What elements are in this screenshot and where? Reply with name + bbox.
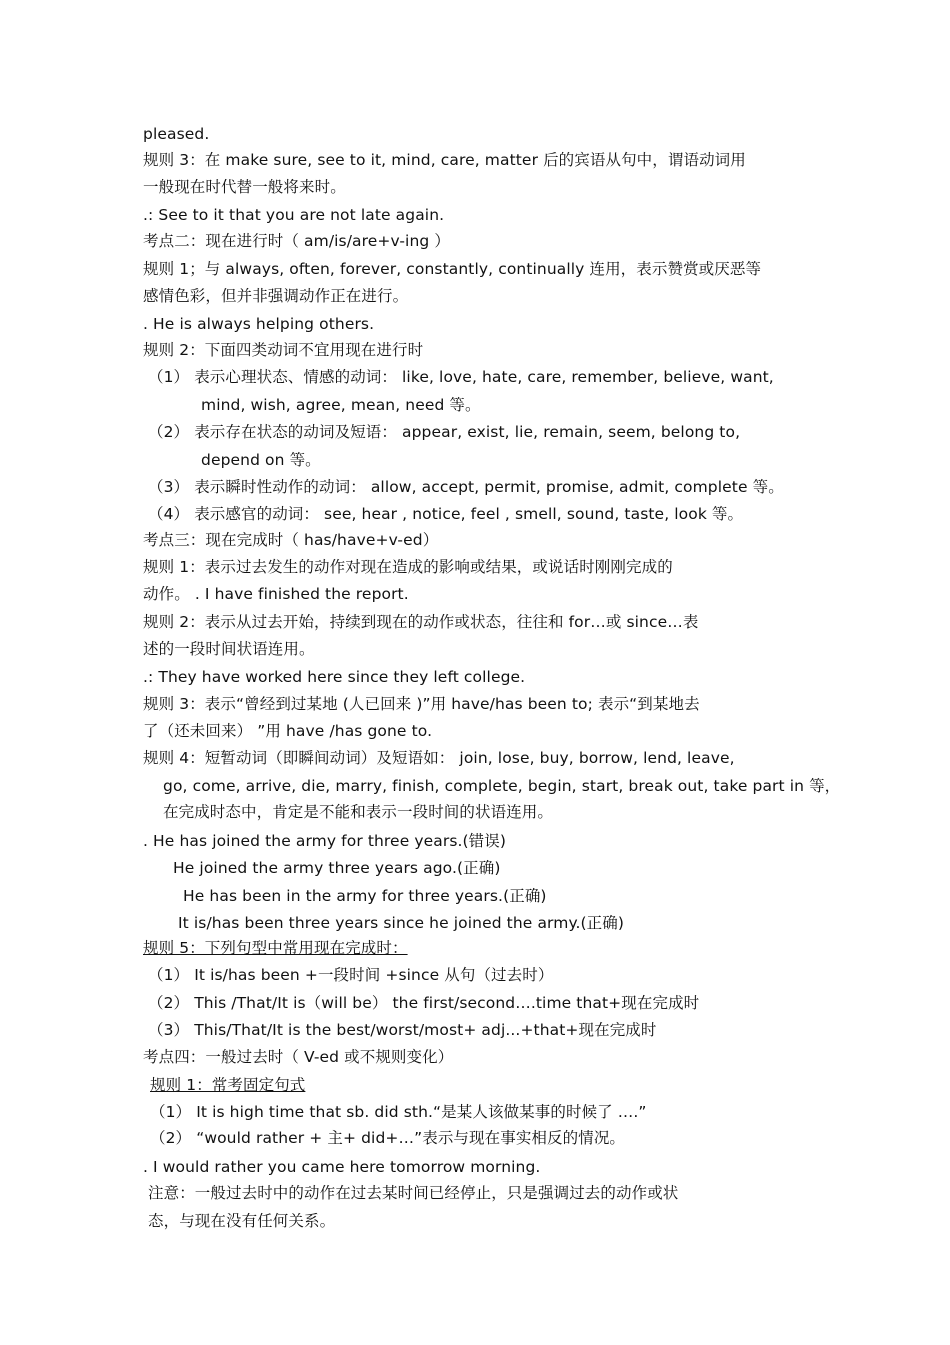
text-line: 规则 1：表示过去发生的动作对现在造成的影响或结果，或说话时刚刚完成的 [143,558,673,576]
list-item: （4） 表示感官的动词： see, hear , notice, feel , smell, sound, taste, look 等。 [148,505,744,523]
text-line: pleased. [143,125,210,143]
section-heading: 考点四：一般过去时（ V-ed 或不规则变化） [143,1048,454,1066]
text-line: 规则 2：下面四类动词不宜用现在进行时 [143,341,424,359]
example-line: . He is always helping others. [143,315,375,333]
text-line: 规则 1；与 always, often, forever, constantly, continually 连用，表示赞赏或厌恶等 [143,260,762,278]
example-line: He joined the army three years ago.(正确) [173,859,501,877]
text-line: 规则 3：在 make sure, see to it, mind, care, matter 后的宾语从句中，谓语动词用 [143,151,746,169]
list-item: （2） 表示存在状态的动词及短语： appear, exist, lie, remain, seem, belong to, [148,423,741,441]
list-item: （1） It is/has been +一段时间 +since 从句（过去时） [148,966,554,984]
example-line: He has been in the army for three years.(正确) [183,887,547,905]
text-line: 动作。 . I have finished the report. [143,585,409,603]
rule-heading: 规则 1：常考固定句式 [150,1076,306,1094]
list-item: （2） This /That/It is（will be） the first/second….time that+现在完成时 [148,994,700,1012]
text-line: 规则 2：表示从过去开始，持续到现在的动作或状态，往往和 for…或 since…表 [143,613,699,631]
list-item: （2） “would rather + 主+ did+…”表示与现在事实相反的情况。 [150,1129,626,1147]
text-line: 一般现在时代替一般将来时。 [143,178,346,196]
list-item: （1） It is high time that sb. did sth.“是某人该做某事的时候了 ….” [150,1103,647,1121]
note-line: 注意：一般过去时中的动作在过去某时间已经停止，只是强调过去的动作或状 [148,1184,679,1202]
text-line: 述的一段时间状语连用。 [143,640,315,658]
text-line: mind, wish, agree, mean, need 等。 [201,396,481,414]
list-item: （3） 表示瞬时性动作的动词： allow, accept, permit, promise, admit, complete 等。 [148,478,784,496]
list-item: （1） 表示心理状态、情感的动词： like, love, hate, care, remember, believe, want, [148,368,774,386]
example-line: . He has joined the army for three years.(错误) [143,832,507,850]
note-line: 态，与现在没有任何关系。 [148,1212,336,1230]
example-line: It is/has been three years since he joined the army.(正确) [178,914,625,932]
text-line: 了（还未回来） ”用 have /has gone to. [143,722,433,740]
list-item: （3） This/That/It is the best/worst/most+ adj...+that+现在完成时 [148,1021,657,1039]
text-line: 规则 3：表示“曾经到过某地 (人已回来 )”用 have/has been to; 表示“到某地去 [143,695,700,713]
section-heading: 考点二：现在进行时（ am/is/are+v-ing ） [143,232,450,250]
example-line: . I would rather you came here tomorrow morning. [143,1158,541,1176]
rule-heading: 规则 5：下列句型中常用现在完成时： [143,939,408,957]
text-line: go, come, arrive, die, marry, finish, complete, begin, start, break out, take part in 等， [163,777,841,795]
text-line: 在完成时态中，肯定是不能和表示一段时间的状语连用。 [163,803,554,821]
text-line: .: See to it that you are not late again. [143,206,445,224]
text-line: 规则 4：短暂动词（即瞬间动词）及短语如： join, lose, buy, borrow, lend, leave, [143,749,735,767]
text-line: depend on 等。 [201,451,321,469]
example-line: .: They have worked here since they left college. [143,668,526,686]
section-heading: 考点三：现在完成时（ has/have+v-ed） [143,531,439,549]
text-line: 感情色彩，但并非强调动作正在进行。 [143,287,409,305]
